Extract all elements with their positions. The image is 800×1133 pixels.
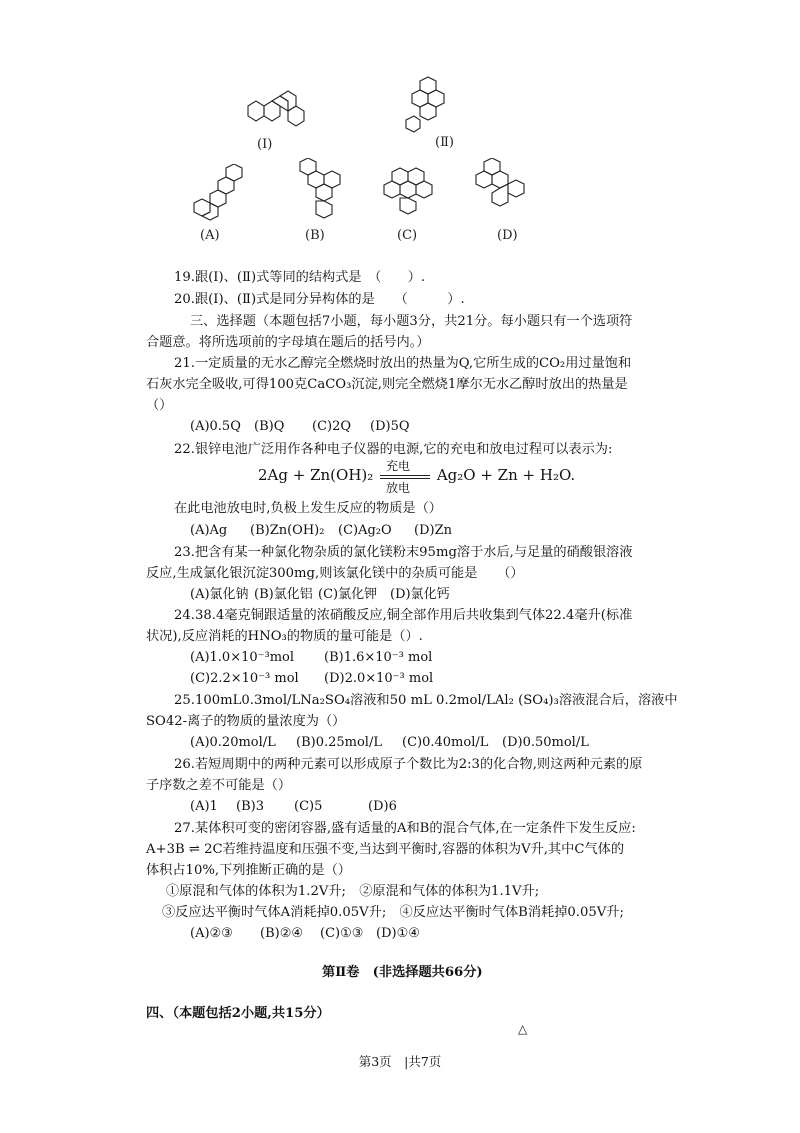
figure-label-D: (D)	[497, 228, 518, 243]
equation-left: 2Ag + Zn(OH)₂	[258, 466, 374, 484]
battery-equation	[258, 459, 576, 495]
option-c: (C)0.40mol/L	[402, 735, 489, 750]
question-22-options	[190, 521, 452, 541]
option-a: (A)Ag	[190, 523, 228, 538]
question-23-line2: 反应,生成氯化银沉淀300mg,则该氯化镁中的杂质可能是 （）	[146, 566, 524, 581]
question-19: 19.跟(Ⅰ)、(Ⅱ)式等同的结构式是 （ ）.	[174, 270, 426, 285]
part-2-title: 第Ⅱ卷 (非选择题共66分)	[322, 965, 483, 980]
question-21-line2: 石灰水完全吸收,可得100克CaCO₃沉淀,则完全燃烧1摩尔无水乙醇时放出的热量是	[146, 377, 628, 392]
question-27-line4: ①原混和气体的体积为1.2V升; ②原混和气体的体积为1.1V升;	[166, 884, 540, 899]
section-4-title: 四、（本题包括2小题,共15分）	[146, 1006, 330, 1021]
question-20: 20.跟(Ⅰ)、(Ⅱ)式是同分异构体的是 （ ）.	[174, 292, 465, 307]
question-27-line2: A+3B ⇌ 2C若维持温度和压强不变,当达到平衡时,容器的体积为V升,其中C气体的	[146, 842, 625, 857]
question-24-line2: 状况),反应消耗的HNO₃的物质的量可能是（）.	[146, 629, 423, 644]
option-c: (C)Ag₂O	[338, 523, 392, 538]
page-footer: 第3页 |共7页	[358, 1054, 442, 1069]
question-21-options	[190, 417, 410, 437]
option-b: (B)1.6×10⁻³ mol	[324, 650, 433, 665]
question-23-line1: 23.把含有某一种氯化物杂质的氯化镁粉末95mg溶于水后,与足量的硝酸银溶液	[174, 545, 633, 560]
equation-discharge-label: 放电	[386, 481, 411, 495]
figure-label-A: (A)	[200, 228, 220, 243]
option-d: (D)Zn	[414, 523, 452, 538]
question-24-line1: 24.38.4毫克铜跟适量的浓硝酸反应,铜全部作用后共收集到气体22.4毫升(标准	[174, 608, 633, 623]
question-27-line3: 体积占10%,下列推断正确的是（）	[146, 863, 351, 878]
question-21-line1: 21.一定质量的无水乙醇完全燃烧时放出的热量为Q,它所生成的CO₂用过量饱和	[174, 356, 632, 371]
equation-right: Ag₂O + Zn + H₂O.	[436, 466, 576, 484]
option-a: (A)②③	[190, 926, 233, 941]
molecule-II-diagram	[400, 76, 460, 138]
question-27-options	[190, 924, 420, 944]
figure-label-I: (Ⅰ)	[257, 137, 273, 152]
molecule-I-diagram	[238, 86, 308, 138]
option-b: (B)氯化铝	[254, 587, 313, 602]
option-c: (C)①③	[320, 926, 364, 941]
option-b: (B)0.25mol/L	[296, 735, 382, 750]
option-c: (C)2.2×10⁻³ mol	[190, 671, 299, 686]
option-c: (C)氯化钾	[318, 587, 378, 602]
triangle-symbol: △	[518, 1022, 528, 1036]
figure-label-II: (Ⅱ)	[435, 135, 454, 150]
option-b: (B)②④	[260, 926, 304, 941]
figure-label-C: (C)	[397, 228, 418, 243]
question-27-line1: 27.某体积可变的密闭容器,盛有适量的A和B的混合气体,在一定条件下发生反应:	[174, 821, 636, 836]
section-3-heading-line2: 合题意。将所选项前的字母填在题后的括号内。）	[146, 335, 430, 350]
option-a: (A)氯化钠	[190, 587, 249, 602]
option-d: (D)氯化钙	[390, 587, 450, 602]
molecule-D-diagram	[470, 158, 534, 216]
option-d: (D)6	[368, 799, 397, 814]
option-d: (D)①④	[376, 926, 420, 941]
molecule-A-diagram	[190, 164, 250, 224]
question-24-options-row2	[190, 669, 433, 689]
molecule-C-diagram	[382, 164, 438, 216]
option-c: (C)2Q	[312, 419, 352, 434]
question-25-line2: SO42-离子的物质的量浓度为（）	[146, 714, 346, 729]
option-c: (C)5	[294, 799, 323, 814]
figure-label-B: (B)	[305, 228, 325, 243]
question-26-line2: 子序数之差不可能是（）	[146, 778, 292, 793]
question-24-options-row1	[190, 648, 432, 668]
option-b: (B)Q	[254, 419, 285, 434]
option-b: (B)Zn(OH)₂	[250, 523, 325, 538]
question-27-line5: ③反应达平衡时气体A消耗掉0.05V升; ④反应达平衡时气体B消耗掉0.05V升;	[162, 905, 624, 920]
option-b: (B)3	[236, 799, 264, 814]
question-21-line3: （）	[146, 398, 173, 413]
question-22-line1: 22.银锌电池广泛用作各种电子仪器的电源,它的充电和放电过程可以表示为:	[174, 442, 613, 457]
option-a: (A)1.0×10⁻³mol	[190, 650, 295, 665]
section-3-heading-line1: 三、选择题（本题包括7小题，每小题3分，共21分。每小题只有一个选项符	[190, 314, 633, 329]
option-a: (A)0.5Q	[190, 419, 241, 434]
option-a: (A)1	[190, 799, 218, 814]
equation-charge-label: 充电	[386, 459, 411, 473]
option-a: (A)0.20mol/L	[190, 735, 276, 750]
option-d: (D)2.0×10⁻³ mol	[324, 671, 434, 686]
option-d: (D)0.50mol/L	[502, 735, 589, 750]
question-25-options	[190, 733, 589, 753]
question-25-line1: 25.100mL0.3mol/LNa₂SO₄溶液和50 mL 0.2mol/LAl₂ (SO₄)₃溶液混合后，溶液中	[174, 693, 678, 708]
molecule-B-diagram	[294, 158, 344, 224]
question-23-options	[190, 585, 450, 605]
question-26-options	[190, 797, 397, 817]
option-d: (D)5Q	[370, 419, 410, 434]
question-26-line1: 26.若短周期中的两种元素可以形成原子个数比为2:3的化合物,则这两种元素的原	[174, 757, 643, 772]
question-22-line2: 在此电池放电时,负极上发生反应的物质是（）	[174, 501, 442, 516]
